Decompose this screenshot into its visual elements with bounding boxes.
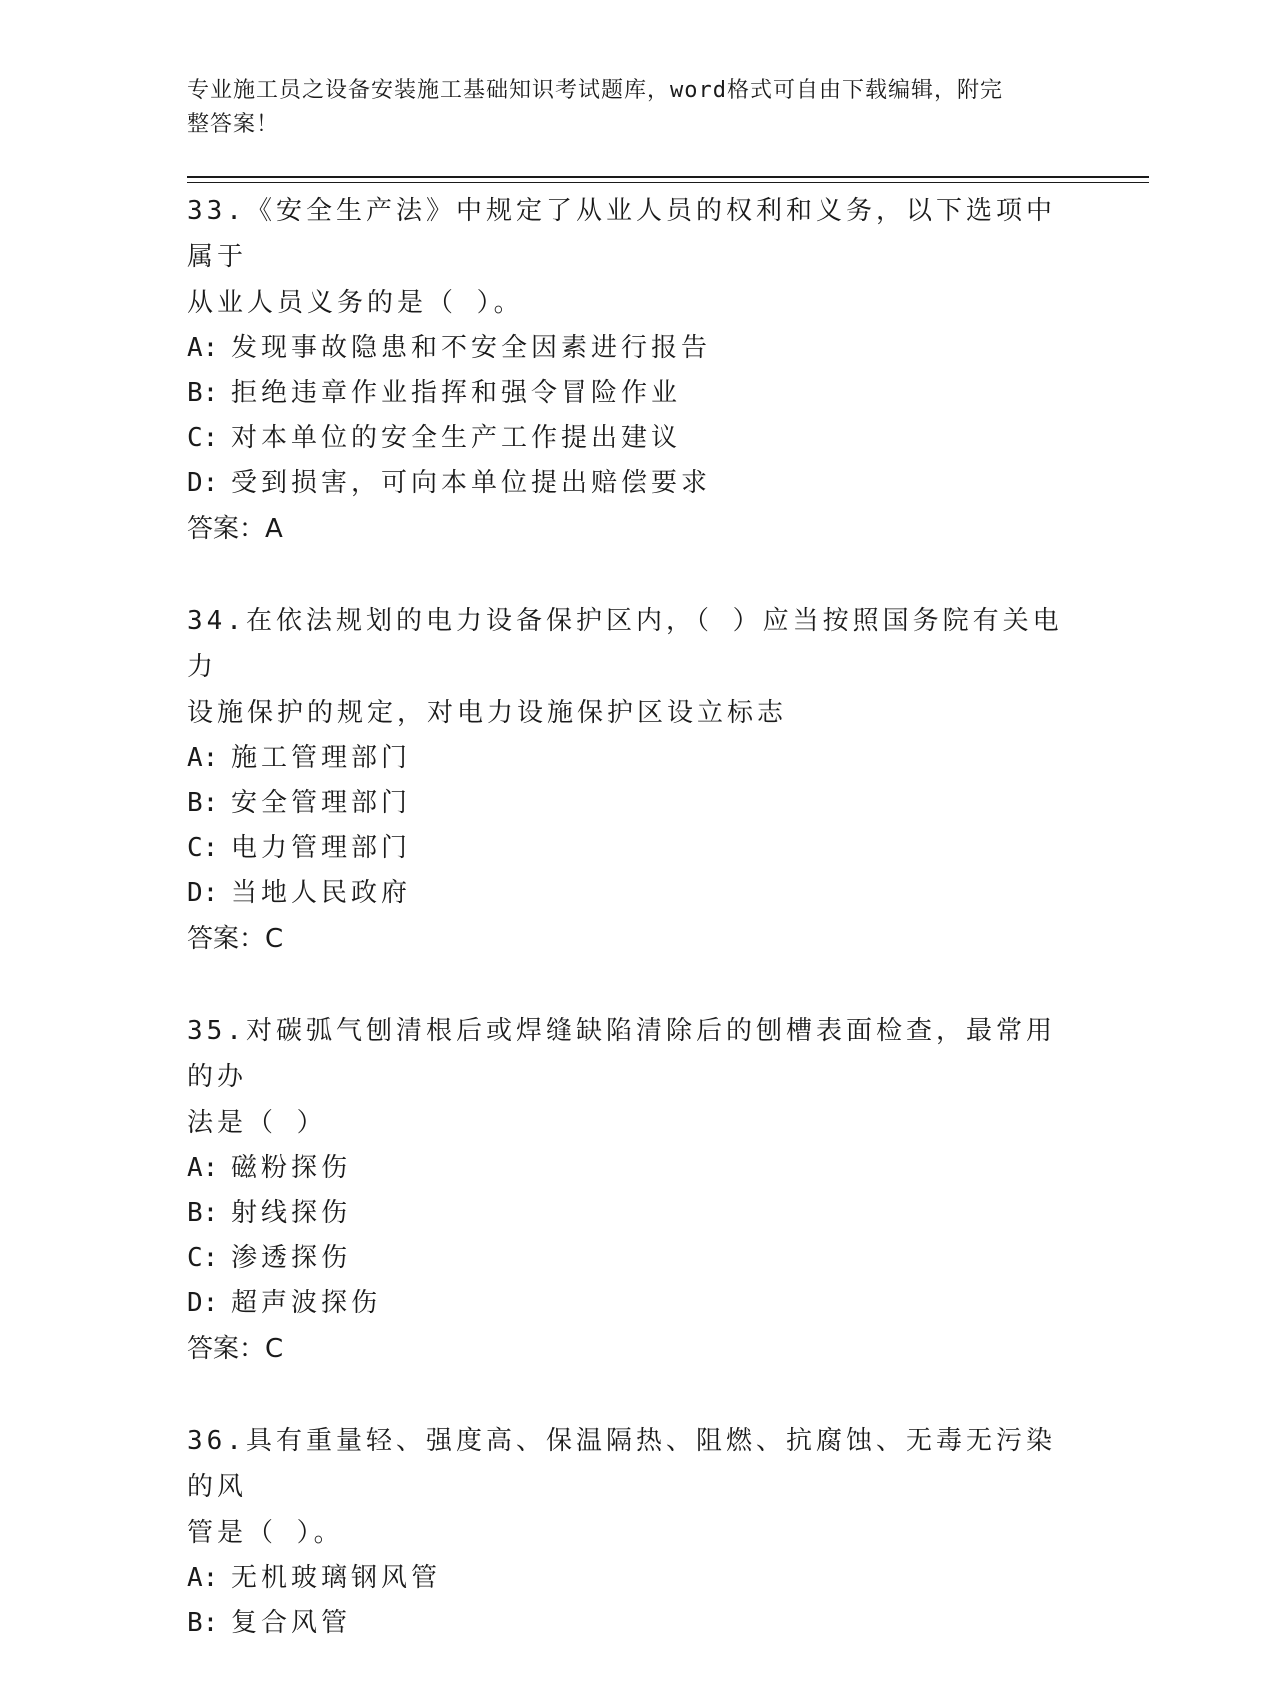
header-line-1: 专业施工员之设备安装施工基础知识考试题库，word格式可自由下载编辑，附完 <box>187 78 1003 103</box>
option-letter: A: <box>187 333 219 363</box>
option-letter: A: <box>187 1153 219 1183</box>
question-stem-line: 36.具有重量轻、强度高、保温隔热、阻燃、抗腐蚀、无毒无污染的风 <box>187 1426 1056 1502</box>
option-letter: C: <box>187 833 219 863</box>
option-text: 电力管理部门 <box>231 833 412 863</box>
question-list <box>187 188 1077 1692</box>
option-text: 射线探伤 <box>231 1198 352 1228</box>
option-a <box>187 326 1077 371</box>
option-letter: B: <box>187 1198 219 1228</box>
header-divider-thin <box>187 182 1149 183</box>
question-36 <box>187 1418 1077 1646</box>
option-letter: D: <box>187 468 219 498</box>
option-a <box>187 1146 1077 1191</box>
question-stem-line: 34.在依法规划的电力设备保护区内，（ ）应当按照国务院有关电力 <box>187 606 1063 682</box>
answer-label: 答案：C <box>187 924 284 954</box>
question-34 <box>187 598 1077 962</box>
option-a <box>187 736 1077 781</box>
question-35 <box>187 1008 1077 1372</box>
header-line-2: 整答案！ <box>187 112 280 137</box>
question-stem-line: 管是（ ）。 <box>187 1518 344 1548</box>
option-text: 受到损害，可向本单位提出赔偿要求 <box>231 468 712 498</box>
option-text: 渗透探伤 <box>231 1243 352 1273</box>
option-letter: A: <box>187 743 219 773</box>
option-text: 安全管理部门 <box>231 788 412 818</box>
question-stem-line: 35.对碳弧气刨清根后或焊缝缺陷清除后的刨槽表面检查，最常用的办 <box>187 1016 1056 1092</box>
option-letter: B: <box>187 1608 219 1638</box>
option-letter: A: <box>187 1563 219 1593</box>
option-b <box>187 781 1077 826</box>
option-text: 复合风管 <box>231 1608 352 1638</box>
option-text: 无机玻璃钢风管 <box>231 1563 442 1593</box>
option-letter: B: <box>187 788 219 818</box>
option-text: 发现事故隐患和不安全因素进行报告 <box>231 333 712 363</box>
option-letter: C: <box>187 423 219 453</box>
option-text: 磁粉探伤 <box>231 1153 352 1183</box>
option-letter: D: <box>187 1288 219 1318</box>
question-stem-line: 从业人员义务的是（ ）。 <box>187 288 524 318</box>
option-b <box>187 1191 1077 1236</box>
option-text: 施工管理部门 <box>231 743 412 773</box>
option-b <box>187 371 1077 416</box>
option-text: 当地人民政府 <box>231 878 412 908</box>
option-c <box>187 826 1077 871</box>
question-stem-line: 设施保护的规定，对电力设施保护区设立标志 <box>187 698 788 728</box>
header-divider-thick <box>187 176 1149 178</box>
option-text: 超声波探伤 <box>231 1288 382 1318</box>
question-33 <box>187 188 1077 552</box>
option-letter: C: <box>187 1243 219 1273</box>
option-d <box>187 1281 1077 1326</box>
answer-label: 答案：C <box>187 1334 284 1364</box>
option-letter: D: <box>187 878 219 908</box>
option-a <box>187 1556 1077 1601</box>
question-stem-line: 33.《安全生产法》中规定了从业人员的权利和义务，以下选项中属于 <box>187 196 1056 272</box>
option-c <box>187 416 1077 461</box>
option-text: 拒绝违章作业指挥和强令冒险作业 <box>231 378 682 408</box>
question-stem-line: 法是（ ） <box>187 1108 327 1138</box>
option-b <box>187 1601 1077 1646</box>
answer-label: 答案：A <box>187 514 283 544</box>
option-text: 对本单位的安全生产工作提出建议 <box>231 423 682 453</box>
option-c <box>187 1236 1077 1281</box>
document-header <box>187 74 1067 142</box>
option-letter: B: <box>187 378 219 408</box>
option-d <box>187 871 1077 916</box>
option-d <box>187 461 1077 506</box>
